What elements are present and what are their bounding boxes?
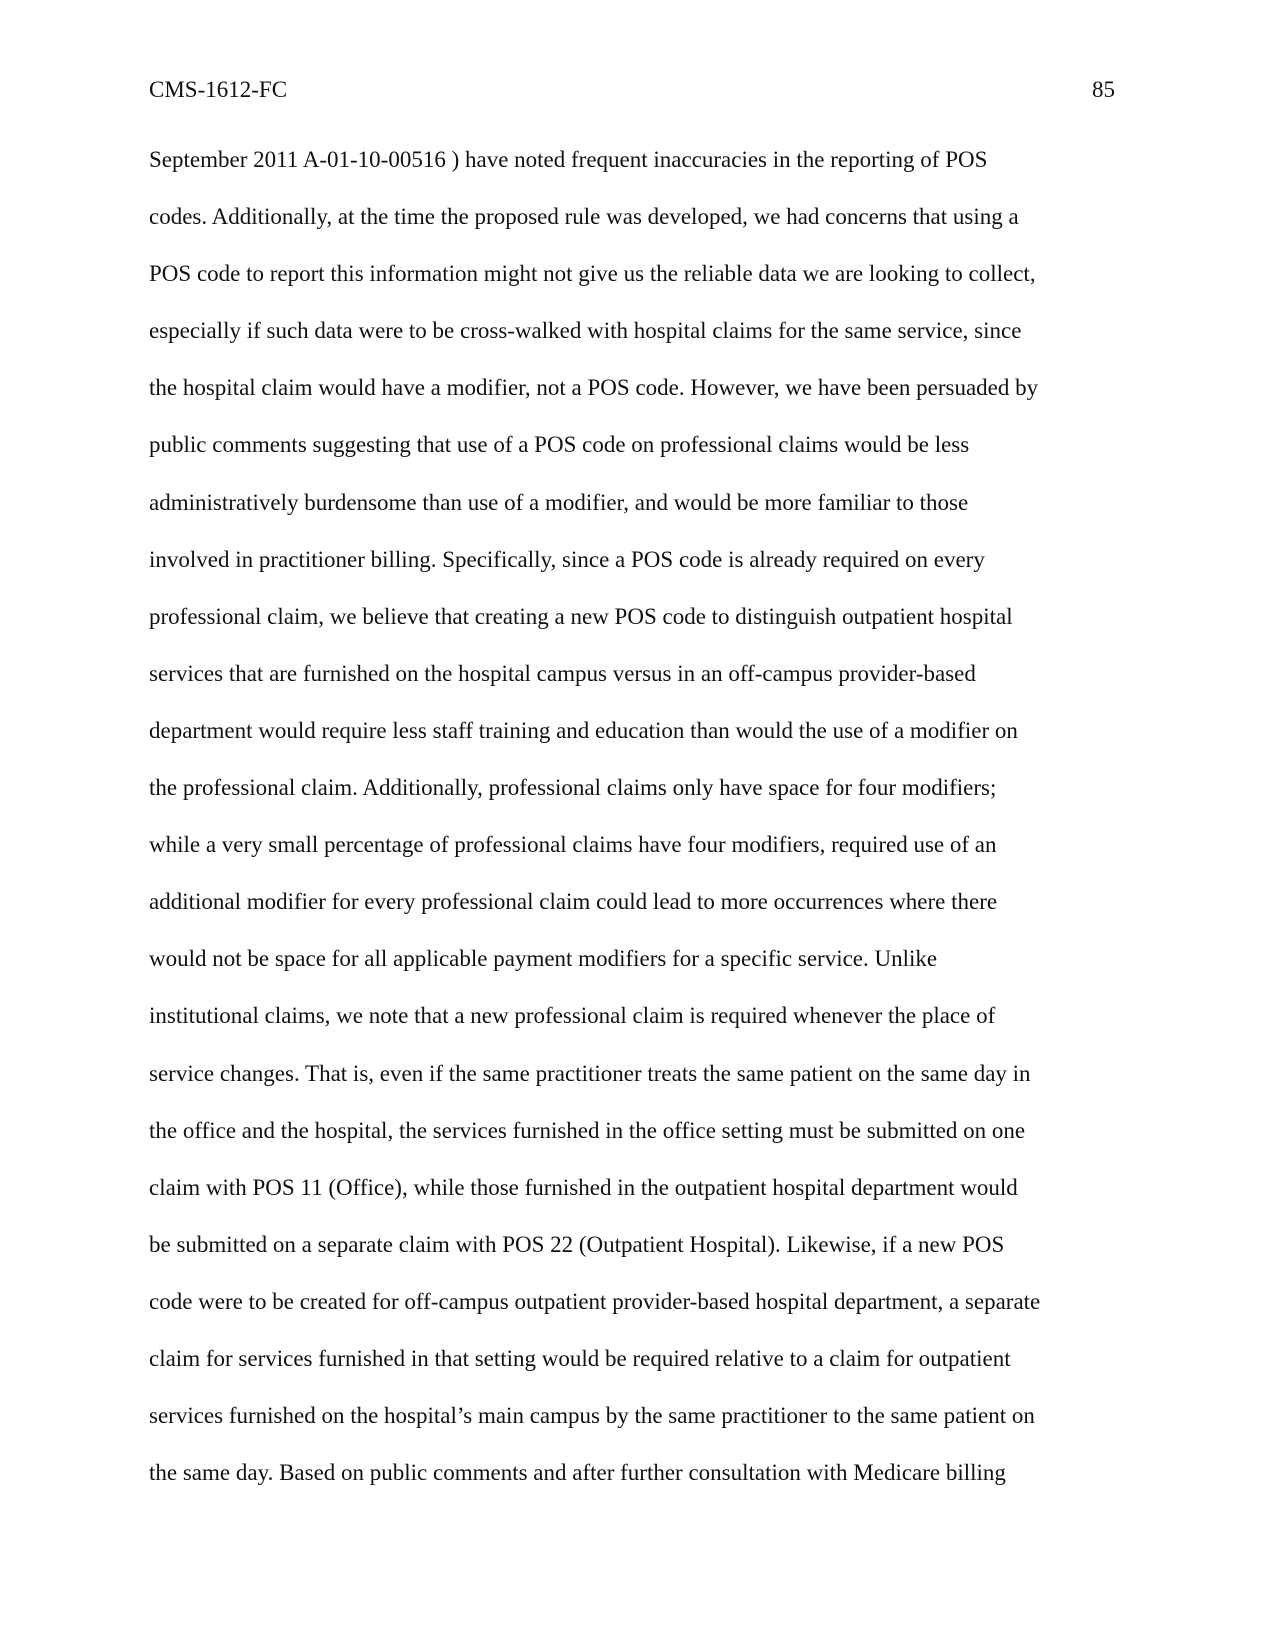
text-line: professional claim, we believe that creating a new POS code to distinguish outpatient hospital [149,603,1013,629]
text-line: especially if such data were to be cross-walked with hospital claims for the same service, since [149,318,1022,344]
document-id: CMS-1612-FC [149,77,288,102]
text-line: department would require less staff training and education than would the use of a modifier on [149,717,1018,743]
text-line: the office and the hospital, the services furnished in the office setting must be submitted on one [149,1117,1026,1143]
text-line: public comments suggesting that use of a POS code on professional claims would be less [149,432,970,458]
text-line: the professional claim. Additionally, professional claims only have space for four modifiers; [149,775,997,801]
text-line: while a very small percentage of professional claims have four modifiers, required use of an [149,832,997,858]
text-line: would not be space for all applicable payment modifiers for a specific service. Unlike [149,946,938,972]
text-line: codes. Additionally, at the time the proposed rule was developed, we had concerns that using a [149,204,1019,230]
body-paragraph [149,146,1149,1516]
text-line: be submitted on a separate claim with POS 22 (Outpatient Hospital). Likewise, if a new POS [149,1231,1005,1257]
text-line: claim with POS 11 (Office), while those furnished in the outpatient hospital department would [149,1174,1018,1200]
text-line: administratively burdensome than use of a modifier, and would be more familiar to those [149,489,969,515]
text-line: services furnished on the hospital’s main campus by the same practitioner to the same patient on [149,1403,1035,1429]
page-number: 85 [1092,77,1115,102]
text-line: additional modifier for every professional claim could lead to more occurrences where there [149,889,998,915]
text-line: September 2011 A-01-10-00516 ) have noted frequent inaccuracies in the reporting of POS [149,147,988,172]
text-line: POS code to report this information might not give us the reliable data we are looking to collect, [149,261,1036,287]
text-line: claim for services furnished in that setting would be required relative to a claim for outpatient [149,1345,1011,1371]
text-line: the hospital claim would have a modifier, not a POS code. However, we have been persuaded by [149,375,1039,401]
text-line: the same day. Based on public comments and after further consultation with Medicare billing [149,1460,1006,1486]
text-line: service changes. That is, even if the same practitioner treats the same patient on the same day in [149,1060,1031,1086]
text-line: involved in practitioner billing. Specifically, since a POS code is already required on every [149,546,985,572]
text-line: services that are furnished on the hospital campus versus in an off-campus provider-based [149,660,976,686]
text-line: code were to be created for off-campus outpatient provider-based hospital department, a separate [149,1288,1041,1314]
text-line: institutional claims, we note that a new professional claim is required whenever the place of [149,1003,996,1029]
